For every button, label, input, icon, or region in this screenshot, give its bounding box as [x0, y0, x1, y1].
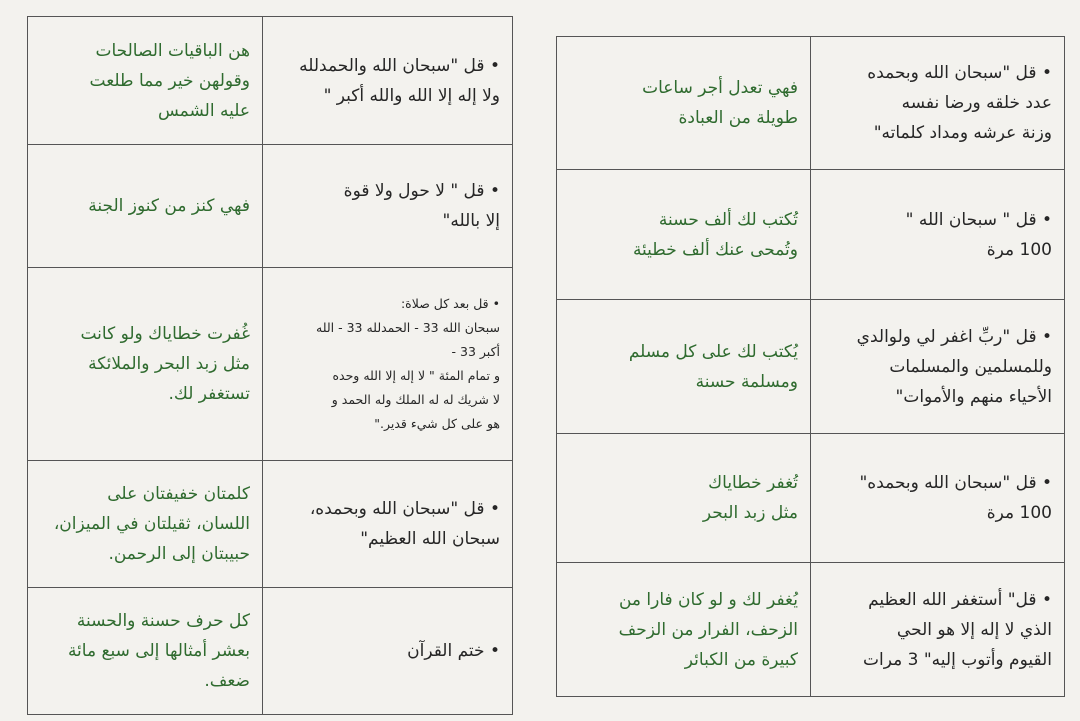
dhikr-text: • ختم القرآن: [407, 641, 500, 661]
reward-text: هن الباقيات الصالحات وقولهن خير مما طلعت عليه الشمس: [89, 40, 250, 121]
table-row: [28, 461, 513, 588]
dhikr-cell: [263, 461, 513, 588]
reward-text: تُكتب لك ألف حسنة وتُمحى عنك ألف خطيئة: [632, 209, 798, 260]
reward-text: غُفرت خطاياك ولو كانت مثل زبد البحر والملائكة تستغفر لك.: [80, 324, 250, 404]
dhikr-text: • قل "سبحان الله وبحمده عدد خلقه ورضا نفسه وزنة عرشه ومداد كلماته": [867, 63, 1052, 143]
dhikr-text: • قل " سبحان الله " 100 مرة: [905, 209, 1052, 260]
reward-cell: [28, 268, 263, 461]
dhikr-cell: [263, 588, 513, 715]
reward-cell: [557, 170, 811, 300]
table-row: [28, 588, 513, 715]
dhikr-cell: [811, 170, 1065, 300]
reward-text: فهي كنز من كنوز الجنة: [88, 196, 250, 216]
table-row: [557, 170, 1065, 300]
reward-cell: [28, 588, 263, 715]
reward-cell: [557, 37, 811, 170]
reward-text: كلمتان خفيفتان على اللسان، ثقيلتان في الميزان، حبيبتان إلى الرحمن.: [53, 484, 250, 564]
dhikr-table-left: [27, 16, 513, 715]
reward-cell: [557, 434, 811, 563]
reward-cell: [28, 17, 263, 145]
reward-text: يُغفر لك و لو كان فارا من الزحف، الفرار من الزحف كبيرة من الكبائر: [618, 589, 798, 670]
dhikr-table-right: [556, 36, 1065, 697]
dhikr-text: • قل " لا حول ولا قوة إلا بالله": [343, 181, 500, 231]
table-row: [557, 434, 1065, 563]
table-row: [28, 145, 513, 268]
dhikr-cell: [263, 17, 513, 145]
reward-cell: [28, 461, 263, 588]
dhikr-text: • قل "ربِّ اغفر لي ولوالدي وللمسلمين والمسلمات الأحياء منهم والأموات": [856, 326, 1052, 407]
dhikr-cell: [811, 37, 1065, 170]
table-row: [557, 300, 1065, 434]
dhikr-text: • قل "سبحان الله وبحمده" 100 مرة: [859, 473, 1052, 523]
dhikr-text: • قل "سبحان الله والحمدلله ولا إله إلا الله والله أكبر ": [299, 55, 500, 106]
dhikr-cell: [811, 434, 1065, 563]
reward-text: يُكتب لك على كل مسلم ومسلمة حسنة: [628, 341, 798, 392]
table-row: [28, 268, 513, 461]
dhikr-text: • قل بعد كل صلاة: سبحان الله 33 - الحمدلله 33 - الله أكبر 33 - و تمام المئة " لا إله إلا الله وحده لا شريك له له الملك وله الحمد و هو على كل شيء قدير.": [316, 296, 500, 431]
dhikr-text: • قل" أستغفر الله العظيم الذي لا إله إلا هو الحي القيوم وأتوب إليه" 3 مرات: [862, 589, 1052, 670]
reward-cell: [557, 563, 811, 697]
table-row: [557, 37, 1065, 170]
table-row: [557, 563, 1065, 697]
dhikr-cell: [263, 145, 513, 268]
reward-cell: [28, 145, 263, 268]
reward-text: كل حرف حسنة والحسنة بعشر أمثالها إلى سبع مائة ضعف.: [67, 611, 250, 691]
reward-text: فهي تعدل أجر ساعات طويلة من العبادة: [642, 78, 798, 128]
reward-text: تُغفر خطاياك مثل زبد البحر: [702, 473, 798, 523]
dhikr-cell: [811, 300, 1065, 434]
reward-cell: [557, 300, 811, 434]
dhikr-cell: [811, 563, 1065, 697]
table-row: [28, 17, 513, 145]
dhikr-text: • قل "سبحان الله وبحمده، سبحان الله العظيم": [309, 499, 500, 549]
dhikr-cell: [263, 268, 513, 461]
